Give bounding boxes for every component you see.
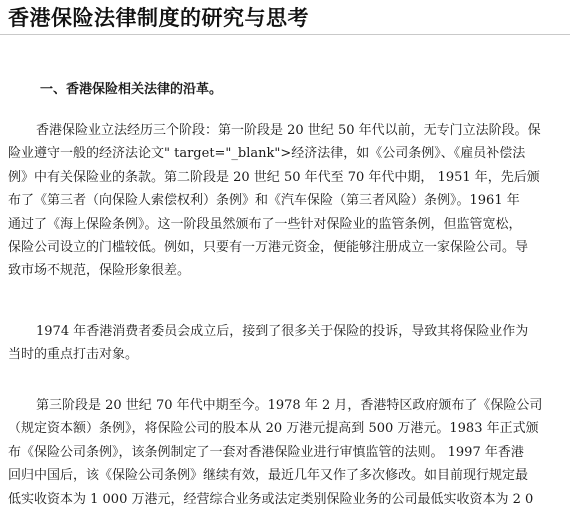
paragraph-line: 布了《第三者（向保险人索偿权利）条例》和《汽车保险（第三者风险）条例》。1961 年 [8,193,520,209]
paragraph-line: 第三阶段是 20 世纪 70 年代中期至今。1978 年 2 月，香港特区政府颁布了《保险公司 [36,398,543,413]
paragraph-line: 险业遵守一般的经济法论文" target="_blank">经济法律，如《公司条例》、《雇员补偿法 [8,146,526,162]
paragraph-2 [8,320,568,367]
page-title: 香港保险法律制度的研究与思考 [8,5,309,30]
paragraph-line: 当时的重点打击对象。 [8,347,139,363]
paragraph-line: 1974 年香港消费者委员会成立后，接到了很多关于保险的投诉，导致其将保险业作为 [36,324,529,339]
paragraph-line: （规定资本额）条例》，将保险公司的股本从 20 万港元提高到 500 万港元。1983 年正式颁 [8,421,539,437]
paragraph-line: 香港保险业立法经历三个阶段：第一阶段是 20 世纪 50 年代以前，无专门立法阶段。保 [36,123,541,138]
paragraph-line: 回归中国后，该《保险公司条例》继续有效，最近几年又作了多次修改。如目前现行规定最 [8,468,529,484]
title-divider [0,34,570,35]
paragraph-line: 致市场不规范，保险形象很差。 [8,263,191,279]
paragraph-line: 例》中有关保险业的条款。第二阶段是 20 世纪 50 年代至 70 年代中期， 1951 年，先后颁 [8,169,540,185]
paragraph-line: 通过了《海上保险条例》。这一阶段虽然颁布了一些针对保险业的监管条例，但监管宽松， [8,216,522,232]
paragraph-1 [8,119,568,283]
paragraph-line: 保险公司设立的门槛较低。例如，只要有一万港元资金，便能够注册成立一家保险公司。导 [8,240,529,256]
section-heading: 一、香港保险相关法律的沿革。 [40,82,223,97]
paragraph-line: 低实收资本为 1 000 万港元，经营综合业务或法定类别保险业务的公司最低实收资本为 2 0 [8,491,534,507]
paragraph-line: 布《保险公司条例》，该条例制定了一套对香港保险业进行审慎监管的法则。 1997 年香港 [8,444,524,460]
paragraph-3 [8,394,568,511]
